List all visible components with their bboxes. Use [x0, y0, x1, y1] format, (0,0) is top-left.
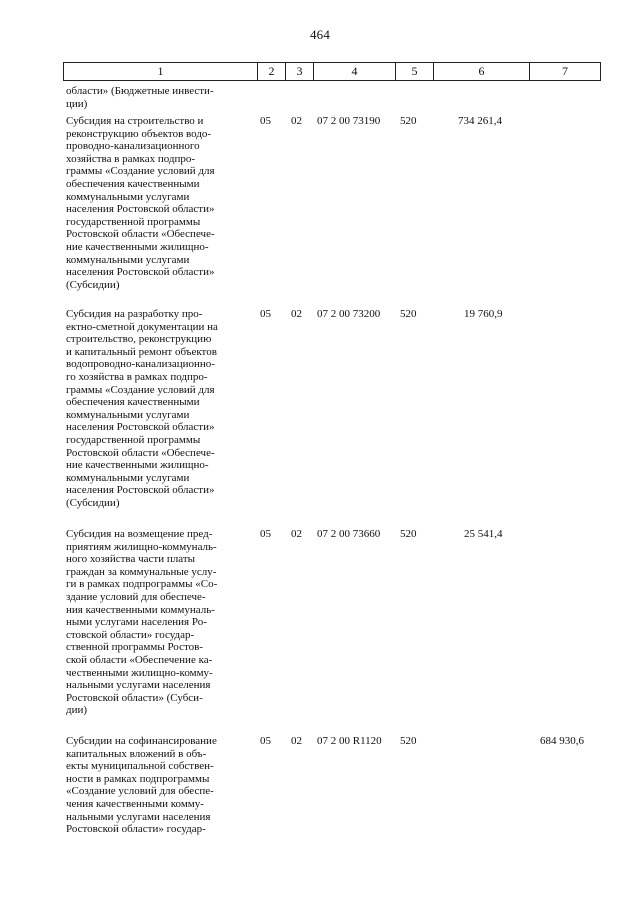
desc-line: реконструкцию объектов водо- [66, 127, 212, 140]
desc-line: Ростовской области» государ- [66, 823, 206, 836]
desc-line: чественными жилищно-комму- [66, 666, 213, 679]
cell-expense-type: 520 [400, 735, 417, 747]
cell-amount: 734 261,4 [458, 115, 502, 127]
page-number: 464 [309, 27, 331, 42]
desc-line: коммунальными услугами [66, 408, 190, 421]
desc-line: и капитальный ремонт объектов [66, 345, 217, 358]
desc-line: граммы «Создание условий для [66, 383, 215, 396]
header-col-3: 3 [286, 63, 314, 80]
desc-line: водопроводно-канализационно- [66, 358, 215, 371]
desc-line: Ростовской области «Обеспече- [66, 446, 215, 459]
desc-line: Субсидия на строительство и [66, 115, 204, 127]
desc-line: коммунальными услугами [66, 471, 190, 484]
cell-subsection: 02 [291, 115, 302, 127]
cell-section: 05 [260, 735, 271, 747]
desc-line: строительство, реконструкцию [66, 333, 212, 346]
header-col-2: 2 [258, 63, 286, 80]
desc-line: населения Ростовской области» [66, 266, 215, 279]
cell-expense-type: 520 [400, 115, 417, 127]
row-description [66, 528, 248, 717]
desc-line: обеспечения качественными [66, 177, 200, 190]
desc-line: области» (Бюджетные инвести- [66, 85, 214, 97]
desc-line: государственной программы [66, 215, 201, 228]
cell-amount-col7: 684 930,6 [540, 735, 584, 747]
desc-line: ции) [66, 97, 88, 110]
row-description [66, 735, 248, 836]
desc-line: ного хозяйства части платы [66, 553, 196, 566]
desc-line: нальными услугами населения [66, 679, 211, 692]
desc-line: Ростовской области» (Субси- [66, 691, 203, 704]
cell-target-code: 07 2 00 73660 [317, 528, 381, 540]
cell-section: 05 [260, 115, 271, 127]
desc-line: Субсидия на возмещение пред- [66, 528, 213, 540]
desc-line: проводно-канализационного [66, 140, 200, 153]
cell-target-code: 07 2 00 73200 [317, 308, 381, 320]
row-description [66, 85, 248, 110]
desc-line: граждан за коммунальные услу- [66, 565, 217, 578]
desc-line: здание условий для обеспече- [66, 590, 206, 603]
cell-subsection: 02 [291, 735, 302, 747]
cell-expense-type: 520 [400, 528, 417, 540]
desc-line: (Субсидии) [66, 496, 120, 509]
desc-line: населения Ростовской области» [66, 203, 215, 216]
cell-section: 05 [260, 308, 271, 320]
desc-line: ектно-сметной документации на [66, 320, 218, 333]
desc-line: ния качественными коммуналь- [66, 603, 215, 616]
desc-line: (Субсидии) [66, 278, 120, 291]
desc-line: ние качественными жилищно- [66, 240, 209, 253]
cell-expense-type: 520 [400, 308, 417, 320]
desc-line: государственной программы [66, 433, 201, 446]
desc-line: екты муниципальной собствен- [66, 760, 214, 773]
cell-amount: 25 541,4 [464, 528, 503, 540]
desc-line: капитальных вложений в объ- [66, 747, 207, 760]
table-header-row [63, 62, 601, 81]
cell-subsection: 02 [291, 308, 302, 320]
desc-line: приятиям жилищно-коммуналь- [66, 540, 217, 553]
desc-line: ственной программы Ростов- [66, 641, 203, 654]
header-col-1: 1 [64, 63, 258, 80]
desc-line: го хозяйства в рамках подпро- [66, 370, 208, 383]
desc-line: стовской области» государ- [66, 628, 195, 641]
desc-line: Ростовской области «Обеспече- [66, 228, 215, 241]
cell-section: 05 [260, 528, 271, 540]
desc-line: коммунальными услугами [66, 190, 190, 203]
row-description [66, 115, 248, 291]
header-col-6: 6 [434, 63, 530, 80]
desc-line: ние качественными жилищно- [66, 459, 209, 472]
desc-line: Субсидия на разработку про- [66, 308, 203, 320]
desc-line: хозяйства в рамках подпро- [66, 152, 196, 165]
desc-line: коммунальными услугами [66, 253, 190, 266]
header-col-7: 7 [562, 64, 568, 78]
desc-line: ными услугами населения Ро- [66, 616, 207, 629]
desc-line: ской области «Обеспечение ка- [66, 653, 213, 666]
cell-amount: 19 760,9 [464, 308, 503, 320]
desc-line: Субсидии на софинансирование [66, 735, 217, 747]
desc-line: обеспечения качественными [66, 396, 200, 409]
desc-line: «Создание условий для обеспе- [66, 785, 214, 798]
cell-target-code: 07 2 00 73190 [317, 115, 381, 127]
header-col-4: 4 [314, 63, 396, 80]
cell-subsection: 02 [291, 528, 302, 540]
desc-line: населения Ростовской области» [66, 421, 215, 434]
desc-line: ги в рамках подпрограммы «Со- [66, 578, 218, 591]
desc-line: ности в рамках подпрограммы [66, 772, 210, 785]
cell-target-code: 07 2 00 R1120 [317, 735, 382, 747]
desc-line: граммы «Создание условий для [66, 165, 215, 178]
desc-line: нальными услугами населения [66, 810, 211, 823]
desc-line: населения Ростовской области» [66, 484, 215, 497]
header-col-5: 5 [396, 63, 434, 80]
row-description [66, 308, 248, 510]
desc-line: дии) [66, 704, 88, 717]
desc-line: чения качественными комму- [66, 797, 204, 810]
